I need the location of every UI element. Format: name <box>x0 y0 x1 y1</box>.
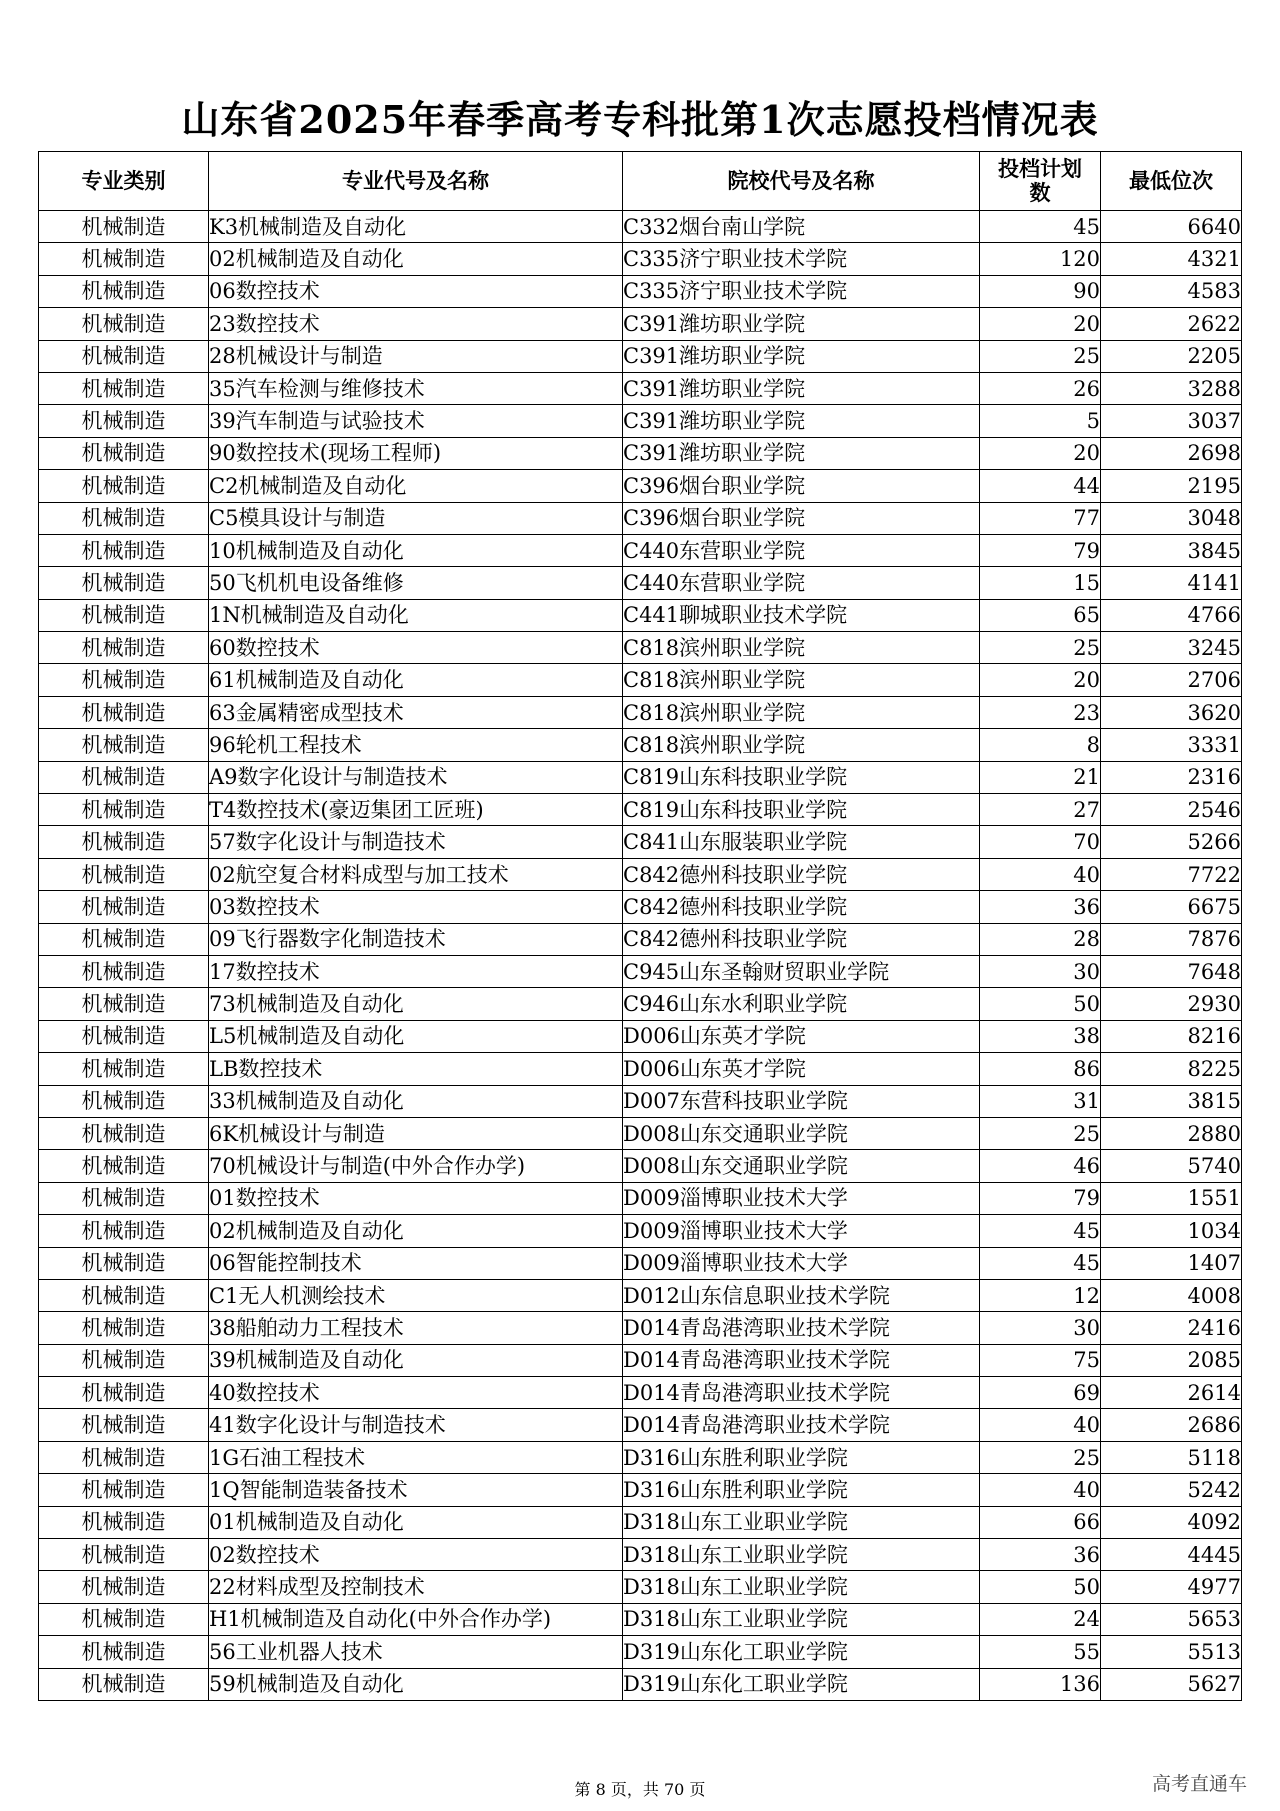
cell-rank: 8225 <box>1101 1053 1242 1085</box>
cell-category: 机械制造 <box>39 988 209 1020</box>
cell-category: 机械制造 <box>39 858 209 890</box>
table-row <box>39 372 1242 404</box>
table-row <box>39 1539 1242 1571</box>
cell-category: 机械制造 <box>39 1215 209 1247</box>
page-footer: 第 8 页，共 70 页 <box>574 1780 706 1799</box>
cell-school: D012山东信息职业技术学院 <box>623 1279 980 1311</box>
cell-major: 02数控技术 <box>209 1539 623 1571</box>
cell-major: K3机械制造及自动化 <box>209 211 623 243</box>
cell-school: D014青岛港湾职业技术学院 <box>623 1377 980 1409</box>
cell-major: 02机械制造及自动化 <box>209 243 623 275</box>
table-row <box>39 1603 1242 1635</box>
cell-school: D014青岛港湾职业技术学院 <box>623 1409 980 1441</box>
cell-rank: 6640 <box>1101 211 1242 243</box>
cell-school: D319山东化工职业学院 <box>623 1636 980 1668</box>
cell-category: 机械制造 <box>39 891 209 923</box>
cell-major: 60数控技术 <box>209 632 623 664</box>
table-row <box>39 632 1242 664</box>
cell-major: 23数控技术 <box>209 308 623 340</box>
cell-rank: 1034 <box>1101 1215 1242 1247</box>
cell-plan: 40 <box>980 858 1101 890</box>
cell-plan: 45 <box>980 1247 1101 1279</box>
cell-category: 机械制造 <box>39 502 209 534</box>
cell-category: 机械制造 <box>39 1409 209 1441</box>
cell-plan: 45 <box>980 211 1101 243</box>
cell-rank: 4583 <box>1101 275 1242 307</box>
cell-major: 73机械制造及自动化 <box>209 988 623 1020</box>
table-row <box>39 858 1242 890</box>
cell-school: C818滨州职业学院 <box>623 696 980 728</box>
table-row <box>39 567 1242 599</box>
table-row <box>39 1409 1242 1441</box>
cell-rank: 3037 <box>1101 405 1242 437</box>
cell-rank: 2205 <box>1101 340 1242 372</box>
header-rank: 最低位次 <box>1101 152 1242 211</box>
cell-school: C818滨州职业学院 <box>623 664 980 696</box>
cell-plan: 77 <box>980 502 1101 534</box>
cell-school: C818滨州职业学院 <box>623 729 980 761</box>
table-row <box>39 211 1242 243</box>
cell-plan: 30 <box>980 1312 1101 1344</box>
cell-plan: 86 <box>980 1053 1101 1085</box>
cell-major: L5机械制造及自动化 <box>209 1020 623 1052</box>
table-row <box>39 1571 1242 1603</box>
cell-rank: 2706 <box>1101 664 1242 696</box>
cell-major: 33机械制造及自动化 <box>209 1085 623 1117</box>
table-row <box>39 1441 1242 1473</box>
cell-school: D007东营科技职业学院 <box>623 1085 980 1117</box>
cell-category: 机械制造 <box>39 405 209 437</box>
cell-rank: 3288 <box>1101 372 1242 404</box>
cell-plan: 20 <box>980 308 1101 340</box>
cell-category: 机械制造 <box>39 729 209 761</box>
table-row <box>39 1020 1242 1052</box>
cell-category: 机械制造 <box>39 1636 209 1668</box>
cell-plan: 66 <box>980 1506 1101 1538</box>
cell-category: 机械制造 <box>39 761 209 793</box>
cell-plan: 27 <box>980 794 1101 826</box>
cell-category: 机械制造 <box>39 308 209 340</box>
cell-school: D318山东工业职业学院 <box>623 1506 980 1538</box>
cell-plan: 40 <box>980 1409 1101 1441</box>
cell-major: T4数控技术(豪迈集团工匠班) <box>209 794 623 826</box>
cell-major: 6K机械设计与制造 <box>209 1117 623 1149</box>
cell-major: 41数字化设计与制造技术 <box>209 1409 623 1441</box>
table-row <box>39 599 1242 631</box>
table-row <box>39 1636 1242 1668</box>
cell-category: 机械制造 <box>39 372 209 404</box>
cell-major: 02机械制造及自动化 <box>209 1215 623 1247</box>
cell-rank: 2698 <box>1101 437 1242 469</box>
cell-plan: 38 <box>980 1020 1101 1052</box>
table-row <box>39 955 1242 987</box>
cell-school: D009淄博职业技术大学 <box>623 1182 980 1214</box>
cell-school: D006山东英才学院 <box>623 1020 980 1052</box>
cell-category: 机械制造 <box>39 1344 209 1376</box>
cell-plan: 79 <box>980 534 1101 566</box>
cell-plan: 25 <box>980 1117 1101 1149</box>
cell-major: 50飞机机电设备维修 <box>209 567 623 599</box>
header-major: 专业代号及名称 <box>209 152 623 211</box>
cell-plan: 20 <box>980 664 1101 696</box>
cell-category: 机械制造 <box>39 955 209 987</box>
table-row <box>39 761 1242 793</box>
cell-rank: 5266 <box>1101 826 1242 858</box>
cell-plan: 55 <box>980 1636 1101 1668</box>
cell-rank: 2686 <box>1101 1409 1242 1441</box>
table-row <box>39 729 1242 761</box>
cell-rank: 2880 <box>1101 1117 1242 1149</box>
cell-plan: 26 <box>980 372 1101 404</box>
cell-major: H1机械制造及自动化(中外合作办学) <box>209 1603 623 1635</box>
cell-plan: 30 <box>980 955 1101 987</box>
cell-school: C440东营职业学院 <box>623 567 980 599</box>
cell-school: D318山东工业职业学院 <box>623 1603 980 1635</box>
table-row <box>39 1279 1242 1311</box>
cell-school: C842德州科技职业学院 <box>623 923 980 955</box>
cell-rank: 7722 <box>1101 858 1242 890</box>
cell-rank: 4008 <box>1101 1279 1242 1311</box>
cell-plan: 25 <box>980 340 1101 372</box>
cell-rank: 4445 <box>1101 1539 1242 1571</box>
cell-plan: 25 <box>980 632 1101 664</box>
cell-plan: 50 <box>980 988 1101 1020</box>
table-row <box>39 308 1242 340</box>
cell-major: C1无人机测绘技术 <box>209 1279 623 1311</box>
cell-plan: 31 <box>980 1085 1101 1117</box>
cell-school: C841山东服装职业学院 <box>623 826 980 858</box>
cell-rank: 3331 <box>1101 729 1242 761</box>
cell-category: 机械制造 <box>39 211 209 243</box>
cell-plan: 50 <box>980 1571 1101 1603</box>
cell-school: D014青岛港湾职业技术学院 <box>623 1344 980 1376</box>
cell-school: D316山东胜利职业学院 <box>623 1441 980 1473</box>
table-row <box>39 502 1242 534</box>
cell-rank: 4977 <box>1101 1571 1242 1603</box>
cell-category: 机械制造 <box>39 794 209 826</box>
cell-category: 机械制造 <box>39 1279 209 1311</box>
cell-category: 机械制造 <box>39 275 209 307</box>
table-body <box>39 211 1242 1701</box>
table-row <box>39 891 1242 923</box>
header-category: 专业类别 <box>39 152 209 211</box>
cell-school: D008山东交通职业学院 <box>623 1117 980 1149</box>
cell-major: 01机械制造及自动化 <box>209 1506 623 1538</box>
cell-category: 机械制造 <box>39 1312 209 1344</box>
cell-category: 机械制造 <box>39 1053 209 1085</box>
cell-rank: 5653 <box>1101 1603 1242 1635</box>
cell-plan: 23 <box>980 696 1101 728</box>
cell-major: 70机械设计与制造(中外合作办学) <box>209 1150 623 1182</box>
cell-major: 02航空复合材料成型与加工技术 <box>209 858 623 890</box>
cell-category: 机械制造 <box>39 1085 209 1117</box>
admission-table <box>38 151 1242 1701</box>
cell-rank: 2085 <box>1101 1344 1242 1376</box>
cell-rank: 5627 <box>1101 1668 1242 1700</box>
table-row <box>39 1668 1242 1700</box>
cell-school: D009淄博职业技术大学 <box>623 1247 980 1279</box>
cell-rank: 3815 <box>1101 1085 1242 1117</box>
cell-major: 56工业机器人技术 <box>209 1636 623 1668</box>
table-row <box>39 243 1242 275</box>
table-row <box>39 275 1242 307</box>
table-row <box>39 1247 1242 1279</box>
cell-rank: 3620 <box>1101 696 1242 728</box>
table-row <box>39 988 1242 1020</box>
cell-rank: 2316 <box>1101 761 1242 793</box>
cell-school: C818滨州职业学院 <box>623 632 980 664</box>
cell-rank: 4141 <box>1101 567 1242 599</box>
cell-category: 机械制造 <box>39 599 209 631</box>
cell-plan: 15 <box>980 567 1101 599</box>
table-row <box>39 340 1242 372</box>
cell-school: C819山东科技职业学院 <box>623 794 980 826</box>
cell-major: 22材料成型及控制技术 <box>209 1571 623 1603</box>
table-row <box>39 1312 1242 1344</box>
cell-major: 96轮机工程技术 <box>209 729 623 761</box>
page-title: 山东省2025年春季高考专科批第1次志愿投档情况表 <box>181 97 1099 142</box>
cell-plan: 28 <box>980 923 1101 955</box>
cell-rank: 5740 <box>1101 1150 1242 1182</box>
cell-category: 机械制造 <box>39 1182 209 1214</box>
cell-school: C391潍坊职业学院 <box>623 340 980 372</box>
cell-major: 03数控技术 <box>209 891 623 923</box>
cell-major: 57数字化设计与制造技术 <box>209 826 623 858</box>
cell-category: 机械制造 <box>39 826 209 858</box>
table-row <box>39 794 1242 826</box>
cell-major: 1Q智能制造装备技术 <box>209 1474 623 1506</box>
cell-plan: 44 <box>980 470 1101 502</box>
cell-plan: 120 <box>980 243 1101 275</box>
cell-rank: 5513 <box>1101 1636 1242 1668</box>
cell-category: 机械制造 <box>39 1539 209 1571</box>
cell-school: D014青岛港湾职业技术学院 <box>623 1312 980 1344</box>
cell-school: D318山东工业职业学院 <box>623 1571 980 1603</box>
cell-rank: 2546 <box>1101 794 1242 826</box>
cell-school: C335济宁职业技术学院 <box>623 275 980 307</box>
cell-school: C842德州科技职业学院 <box>623 891 980 923</box>
cell-rank: 2622 <box>1101 308 1242 340</box>
cell-major: 1G石油工程技术 <box>209 1441 623 1473</box>
cell-major: 63金属精密成型技术 <box>209 696 623 728</box>
table-row <box>39 1117 1242 1149</box>
cell-plan: 12 <box>980 1279 1101 1311</box>
cell-rank: 2930 <box>1101 988 1242 1020</box>
cell-rank: 3245 <box>1101 632 1242 664</box>
cell-plan: 45 <box>980 1215 1101 1247</box>
cell-school: C332烟台南山学院 <box>623 211 980 243</box>
cell-rank: 5242 <box>1101 1474 1242 1506</box>
cell-category: 机械制造 <box>39 1020 209 1052</box>
cell-school: D006山东英才学院 <box>623 1053 980 1085</box>
cell-plan: 90 <box>980 275 1101 307</box>
cell-plan: 65 <box>980 599 1101 631</box>
cell-school: C391潍坊职业学院 <box>623 372 980 404</box>
cell-rank: 4766 <box>1101 599 1242 631</box>
table-row <box>39 470 1242 502</box>
cell-plan: 36 <box>980 891 1101 923</box>
cell-major: 90数控技术(现场工程师) <box>209 437 623 469</box>
cell-school: D318山东工业职业学院 <box>623 1539 980 1571</box>
cell-plan: 8 <box>980 729 1101 761</box>
cell-school: C335济宁职业技术学院 <box>623 243 980 275</box>
table-header-row <box>39 152 1242 211</box>
cell-school: C396烟台职业学院 <box>623 470 980 502</box>
cell-major: 01数控技术 <box>209 1182 623 1214</box>
cell-major: 17数控技术 <box>209 955 623 987</box>
cell-school: D319山东化工职业学院 <box>623 1668 980 1700</box>
cell-category: 机械制造 <box>39 340 209 372</box>
cell-rank: 4092 <box>1101 1506 1242 1538</box>
cell-plan: 69 <box>980 1377 1101 1409</box>
cell-rank: 4321 <box>1101 243 1242 275</box>
cell-category: 机械制造 <box>39 243 209 275</box>
cell-school: D316山东胜利职业学院 <box>623 1474 980 1506</box>
table-row <box>39 405 1242 437</box>
cell-school: C391潍坊职业学院 <box>623 437 980 469</box>
cell-plan: 5 <box>980 405 1101 437</box>
cell-category: 机械制造 <box>39 1474 209 1506</box>
table-row <box>39 1215 1242 1247</box>
cell-rank: 2614 <box>1101 1377 1242 1409</box>
cell-plan: 75 <box>980 1344 1101 1376</box>
cell-major: 35汽车检测与维修技术 <box>209 372 623 404</box>
cell-category: 机械制造 <box>39 1150 209 1182</box>
table-row <box>39 1150 1242 1182</box>
cell-category: 机械制造 <box>39 470 209 502</box>
cell-school: D008山东交通职业学院 <box>623 1150 980 1182</box>
cell-plan: 46 <box>980 1150 1101 1182</box>
cell-category: 机械制造 <box>39 632 209 664</box>
cell-school: C819山东科技职业学院 <box>623 761 980 793</box>
cell-school: C946山东水利职业学院 <box>623 988 980 1020</box>
table-row <box>39 826 1242 858</box>
cell-plan: 79 <box>980 1182 1101 1214</box>
header-plan-line1: 投档计划 <box>998 156 1082 181</box>
cell-category: 机械制造 <box>39 1377 209 1409</box>
cell-major: 28机械设计与制造 <box>209 340 623 372</box>
cell-major: 39汽车制造与试验技术 <box>209 405 623 437</box>
cell-category: 机械制造 <box>39 1571 209 1603</box>
cell-plan: 25 <box>980 1441 1101 1473</box>
cell-school: C391潍坊职业学院 <box>623 405 980 437</box>
cell-school: D009淄博职业技术大学 <box>623 1215 980 1247</box>
table-row <box>39 1474 1242 1506</box>
header-plan-line2: 数 <box>1029 180 1051 205</box>
cell-plan: 24 <box>980 1603 1101 1635</box>
cell-rank: 5118 <box>1101 1441 1242 1473</box>
table-row <box>39 1377 1242 1409</box>
table-row <box>39 1053 1242 1085</box>
cell-major: 06数控技术 <box>209 275 623 307</box>
cell-major: 09飞行器数字化制造技术 <box>209 923 623 955</box>
cell-major: 39机械制造及自动化 <box>209 1344 623 1376</box>
cell-major: 06智能控制技术 <box>209 1247 623 1279</box>
cell-major: 59机械制造及自动化 <box>209 1668 623 1700</box>
cell-category: 机械制造 <box>39 1668 209 1700</box>
cell-major: 10机械制造及自动化 <box>209 534 623 566</box>
cell-category: 机械制造 <box>39 1247 209 1279</box>
cell-major: 1N机械制造及自动化 <box>209 599 623 631</box>
cell-school: C441聊城职业技术学院 <box>623 599 980 631</box>
cell-category: 机械制造 <box>39 437 209 469</box>
table-row <box>39 534 1242 566</box>
cell-major: 40数控技术 <box>209 1377 623 1409</box>
cell-plan: 36 <box>980 1539 1101 1571</box>
cell-plan: 136 <box>980 1668 1101 1700</box>
cell-rank: 8216 <box>1101 1020 1242 1052</box>
table-row <box>39 1344 1242 1376</box>
cell-school: C396烟台职业学院 <box>623 502 980 534</box>
cell-plan: 70 <box>980 826 1101 858</box>
cell-rank: 2416 <box>1101 1312 1242 1344</box>
cell-category: 机械制造 <box>39 567 209 599</box>
header-school: 院校代号及名称 <box>623 152 980 211</box>
cell-rank: 7648 <box>1101 955 1242 987</box>
table-row <box>39 696 1242 728</box>
cell-major: LB数控技术 <box>209 1053 623 1085</box>
cell-rank: 6675 <box>1101 891 1242 923</box>
header-plan <box>980 152 1101 211</box>
table-row <box>39 1182 1242 1214</box>
cell-school: C842德州科技职业学院 <box>623 858 980 890</box>
cell-school: C391潍坊职业学院 <box>623 308 980 340</box>
cell-category: 机械制造 <box>39 1603 209 1635</box>
table-row <box>39 664 1242 696</box>
table-row <box>39 1506 1242 1538</box>
cell-category: 机械制造 <box>39 923 209 955</box>
cell-plan: 21 <box>980 761 1101 793</box>
cell-category: 机械制造 <box>39 696 209 728</box>
cell-category: 机械制造 <box>39 664 209 696</box>
cell-rank: 7876 <box>1101 923 1242 955</box>
cell-category: 机械制造 <box>39 1506 209 1538</box>
cell-category: 机械制造 <box>39 534 209 566</box>
cell-school: C440东营职业学院 <box>623 534 980 566</box>
cell-plan: 40 <box>980 1474 1101 1506</box>
cell-rank: 2195 <box>1101 470 1242 502</box>
cell-rank: 3845 <box>1101 534 1242 566</box>
cell-rank: 1551 <box>1101 1182 1242 1214</box>
cell-rank: 1407 <box>1101 1247 1242 1279</box>
cell-major: 61机械制造及自动化 <box>209 664 623 696</box>
cell-major: C2机械制造及自动化 <box>209 470 623 502</box>
table-row <box>39 437 1242 469</box>
table-row <box>39 1085 1242 1117</box>
cell-major: 38船舶动力工程技术 <box>209 1312 623 1344</box>
table-row <box>39 923 1242 955</box>
cell-major: A9数字化设计与制造技术 <box>209 761 623 793</box>
cell-plan: 20 <box>980 437 1101 469</box>
cell-rank: 3048 <box>1101 502 1242 534</box>
cell-category: 机械制造 <box>39 1117 209 1149</box>
cell-category: 机械制造 <box>39 1441 209 1473</box>
cell-school: C945山东圣翰财贸职业学院 <box>623 955 980 987</box>
watermark: 高考直通车 <box>1152 1773 1248 1795</box>
cell-major: C5模具设计与制造 <box>209 502 623 534</box>
